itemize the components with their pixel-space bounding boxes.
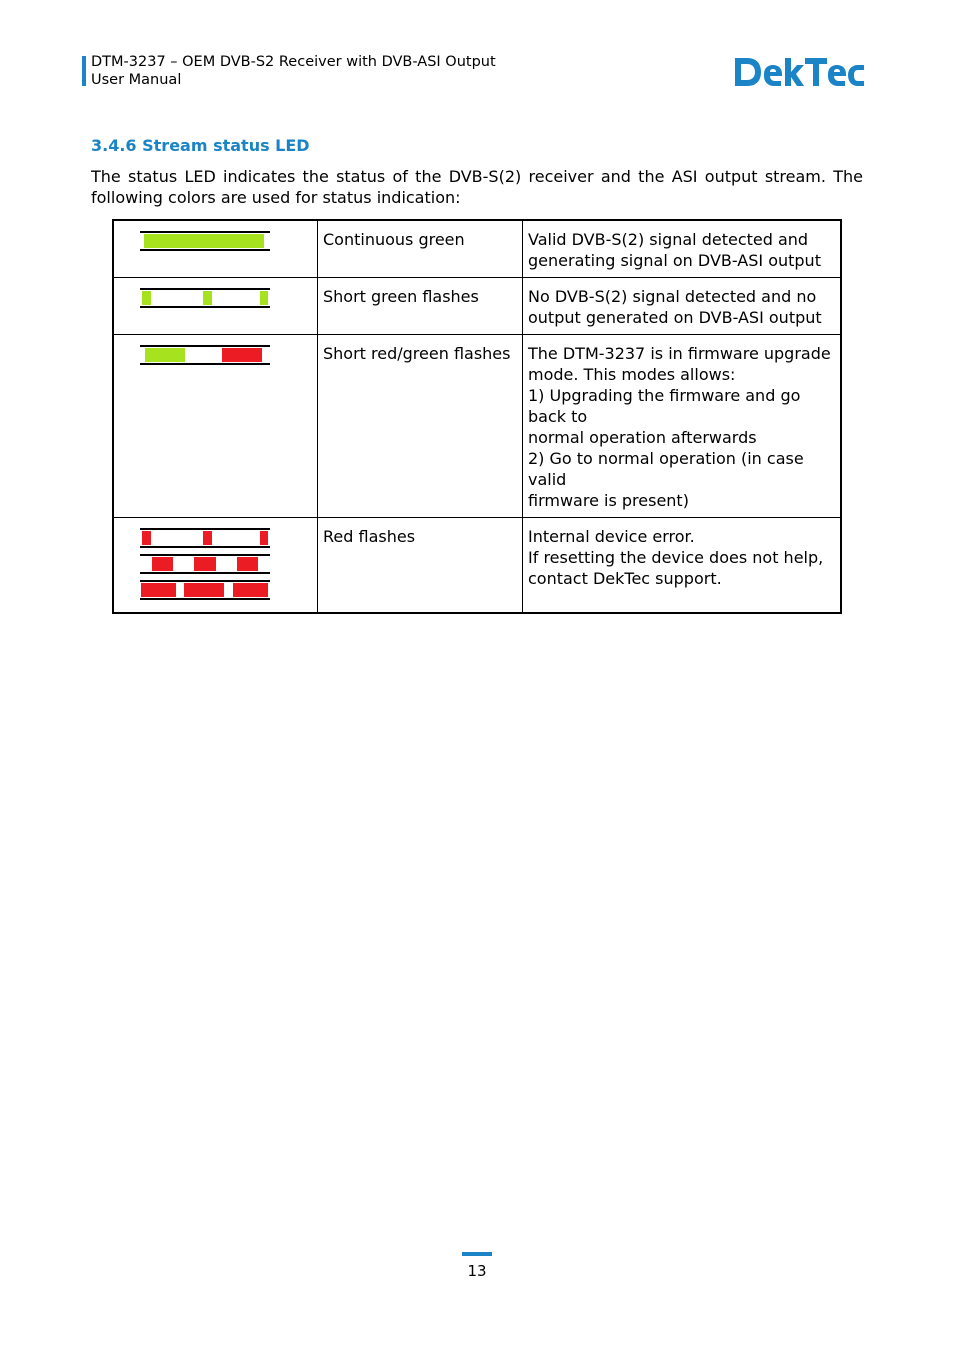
red-segment xyxy=(237,557,258,571)
description-line: The DTM-3237 is in firmware upgrade xyxy=(528,344,831,363)
description-line: No DVB-S(2) signal detected and no xyxy=(528,287,817,306)
pattern-bottom-line xyxy=(140,598,270,600)
red-segment xyxy=(184,583,224,597)
red-segment xyxy=(141,583,176,597)
led-pattern-cell xyxy=(113,220,318,278)
green-segment xyxy=(260,291,268,305)
pattern-top-line xyxy=(140,231,270,233)
description-line: If resetting the device does not help, xyxy=(528,548,824,567)
document-subtitle: User Manual xyxy=(91,72,182,88)
red-segment xyxy=(222,348,262,362)
dektec-logo xyxy=(735,55,865,89)
green-segment xyxy=(142,291,151,305)
table-row xyxy=(113,335,841,518)
pattern-bottom-line xyxy=(140,249,270,251)
led-pattern-continuous-green xyxy=(140,231,270,251)
pattern-bottom-line xyxy=(140,572,270,574)
led-state-name: Continuous green xyxy=(318,220,523,278)
red-segment xyxy=(260,531,268,545)
description-line: Internal device error. xyxy=(528,527,695,546)
red-segment xyxy=(203,531,212,545)
led-state-name: Short green flashes xyxy=(318,278,523,335)
red-segment xyxy=(152,557,173,571)
pattern-top-line xyxy=(140,288,270,290)
description-line: generating signal on DVB-ASI output xyxy=(528,251,821,270)
led-state-description xyxy=(523,220,842,278)
description-line: contact DekTec support. xyxy=(528,569,722,588)
page-number: 13 xyxy=(467,1262,487,1280)
led-state-name: Red flashes xyxy=(318,518,523,614)
footer-accent-bar xyxy=(462,1252,492,1256)
description-line: Valid DVB-S(2) signal detected and xyxy=(528,230,809,249)
green-segment xyxy=(144,234,264,248)
description-line: normal operation afterwards xyxy=(528,428,757,447)
led-state-name: Short red/green flashes xyxy=(318,335,523,518)
led-pattern-short-green-flashes xyxy=(140,288,270,308)
document-title: DTM-3237 – OEM DVB-S2 Receiver with DVB-ASI Output xyxy=(91,54,496,70)
pattern-top-line xyxy=(140,554,270,556)
description-line: 2) Go to normal operation (in case valid xyxy=(528,449,804,489)
pattern-bottom-line xyxy=(140,546,270,548)
table-row xyxy=(113,220,841,278)
section-heading: 3.4.6 Stream status LED xyxy=(91,136,310,155)
led-pattern-cell xyxy=(113,335,318,518)
pattern-top-line xyxy=(140,580,270,582)
led-pattern-cell xyxy=(113,278,318,335)
pattern-bottom-line xyxy=(140,306,270,308)
intro-paragraph: The status LED indicates the status of the DVB-S(2) receiver and the ASI output stream. The following colors are used for status indication: xyxy=(91,167,863,207)
led-state-description xyxy=(523,278,842,335)
led-pattern-cell xyxy=(113,518,318,614)
table-row xyxy=(113,518,841,614)
pattern-top-line xyxy=(140,345,270,347)
red-segment xyxy=(142,531,151,545)
led-pattern-red-flashes-slow xyxy=(140,528,270,548)
led-state-description xyxy=(523,335,842,518)
led-pattern-red-flashes-fast xyxy=(140,580,270,600)
header-accent-bar xyxy=(82,56,86,86)
red-segment xyxy=(233,583,268,597)
table-row xyxy=(113,278,841,335)
led-pattern-red-flashes-medium xyxy=(140,554,270,574)
pattern-top-line xyxy=(140,528,270,530)
status-led-table xyxy=(112,219,842,614)
description-line: firmware is present) xyxy=(528,491,689,510)
red-segment xyxy=(194,557,216,571)
led-pattern-short-red-green-flashes xyxy=(140,345,270,365)
description-line: output generated on DVB-ASI output xyxy=(528,308,822,327)
led-state-description xyxy=(523,518,842,614)
green-segment xyxy=(145,348,185,362)
description-line: 1) Upgrading the firmware and go back to xyxy=(528,386,801,426)
pattern-bottom-line xyxy=(140,363,270,365)
description-line: mode. This modes allows: xyxy=(528,365,736,384)
document-header xyxy=(91,53,496,89)
green-segment xyxy=(203,291,212,305)
